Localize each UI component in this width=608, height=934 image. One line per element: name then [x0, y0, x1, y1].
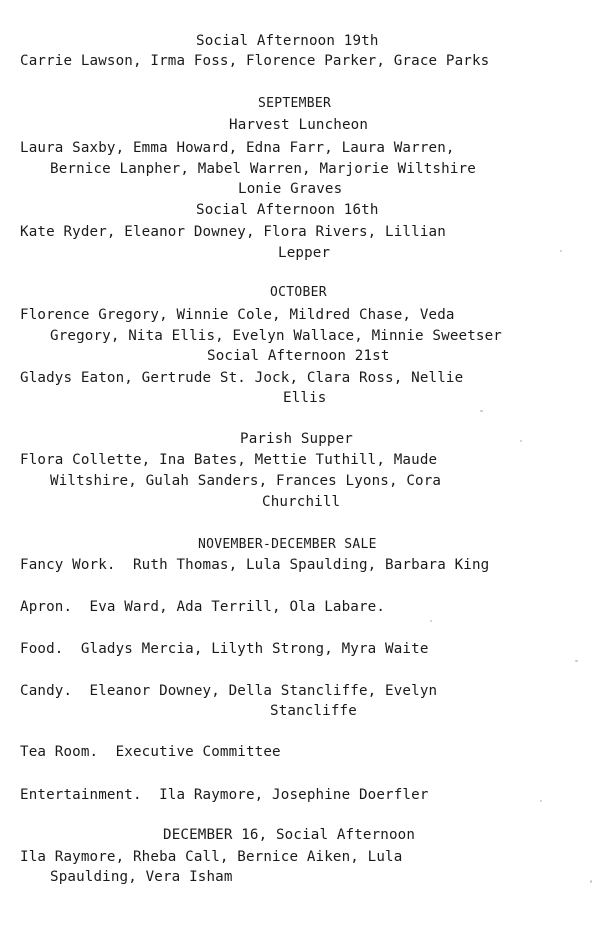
parish-supper-names-line-3: Churchill [262, 494, 341, 510]
sale-entertainment: Entertainment. Ila Raymore, Josephine Doerfler [20, 787, 429, 803]
parish-supper-names-line-2: Wiltshire, Gulah Sanders, Frances Lyons, Cora [50, 473, 442, 489]
december-names-line-2: Spaulding, Vera Isham [50, 869, 233, 885]
september-social-heading: Social Afternoon 16th [196, 202, 379, 218]
september-social-names-line-2: Lepper [278, 245, 331, 261]
harvest-luncheon-heading: Harvest Luncheon [229, 117, 369, 133]
december-names-line-1: Ila Raymore, Rheba Call, Bernice Aiken, Lula [20, 849, 403, 865]
sale-food: Food. Gladys Mercia, Lilyth Strong, Myra Waite [20, 641, 429, 657]
harvest-names-line-1: Laura Saxby, Emma Howard, Edna Farr, Laura Warren, [20, 140, 455, 156]
september-social-names-line-1: Kate Ryder, Eleanor Downey, Flora Rivers, Lillian [20, 224, 446, 240]
october-social-heading: Social Afternoon 21st [207, 348, 390, 364]
october-social-names-line-1: Gladys Eaton, Gertrude St. Jock, Clara Ross, Nellie [20, 370, 464, 386]
august-social-names: Carrie Lawson, Irma Foss, Florence Parker, Grace Parks [20, 53, 490, 69]
scan-speck [540, 800, 542, 802]
october-heading: OCTOBER [270, 285, 327, 300]
parish-supper-heading: Parish Supper [240, 431, 353, 447]
scan-speck [560, 250, 562, 252]
scan-speck [520, 440, 522, 442]
october-names-line-1: Florence Gregory, Winnie Cole, Mildred Chase, Veda [20, 307, 455, 323]
parish-supper-names-line-1: Flora Collette, Ina Bates, Mettie Tuthill, Maude [20, 452, 438, 468]
scan-speck [575, 660, 578, 662]
sale-candy-line-1: Candy. Eleanor Downey, Della Stancliffe, Evelyn [20, 683, 438, 699]
sale-heading: NOVEMBER-DECEMBER SALE [198, 537, 377, 552]
october-names-line-2: Gregory, Nita Ellis, Evelyn Wallace, Minnie Sweetser [50, 328, 502, 344]
harvest-names-line-2: Bernice Lanpher, Mabel Warren, Marjorie Wiltshire [50, 161, 476, 177]
august-social-heading: Social Afternoon 19th [196, 33, 379, 49]
harvest-names-line-3: Lonie Graves [238, 181, 343, 197]
scan-speck [430, 620, 432, 622]
october-social-names-line-2: Ellis [283, 390, 327, 406]
scan-speck [590, 880, 592, 883]
sale-fancy-work: Fancy Work. Ruth Thomas, Lula Spaulding, Barbara King [20, 557, 490, 573]
september-heading: SEPTEMBER [258, 96, 332, 111]
sale-tea-room: Tea Room. Executive Committee [20, 744, 281, 760]
sale-candy-line-2: Stancliffe [270, 703, 357, 719]
december-heading: DECEMBER 16, Social Afternoon [163, 827, 416, 843]
scan-speck [480, 410, 483, 412]
sale-apron: Apron. Eva Ward, Ada Terrill, Ola Labare. [20, 599, 386, 615]
